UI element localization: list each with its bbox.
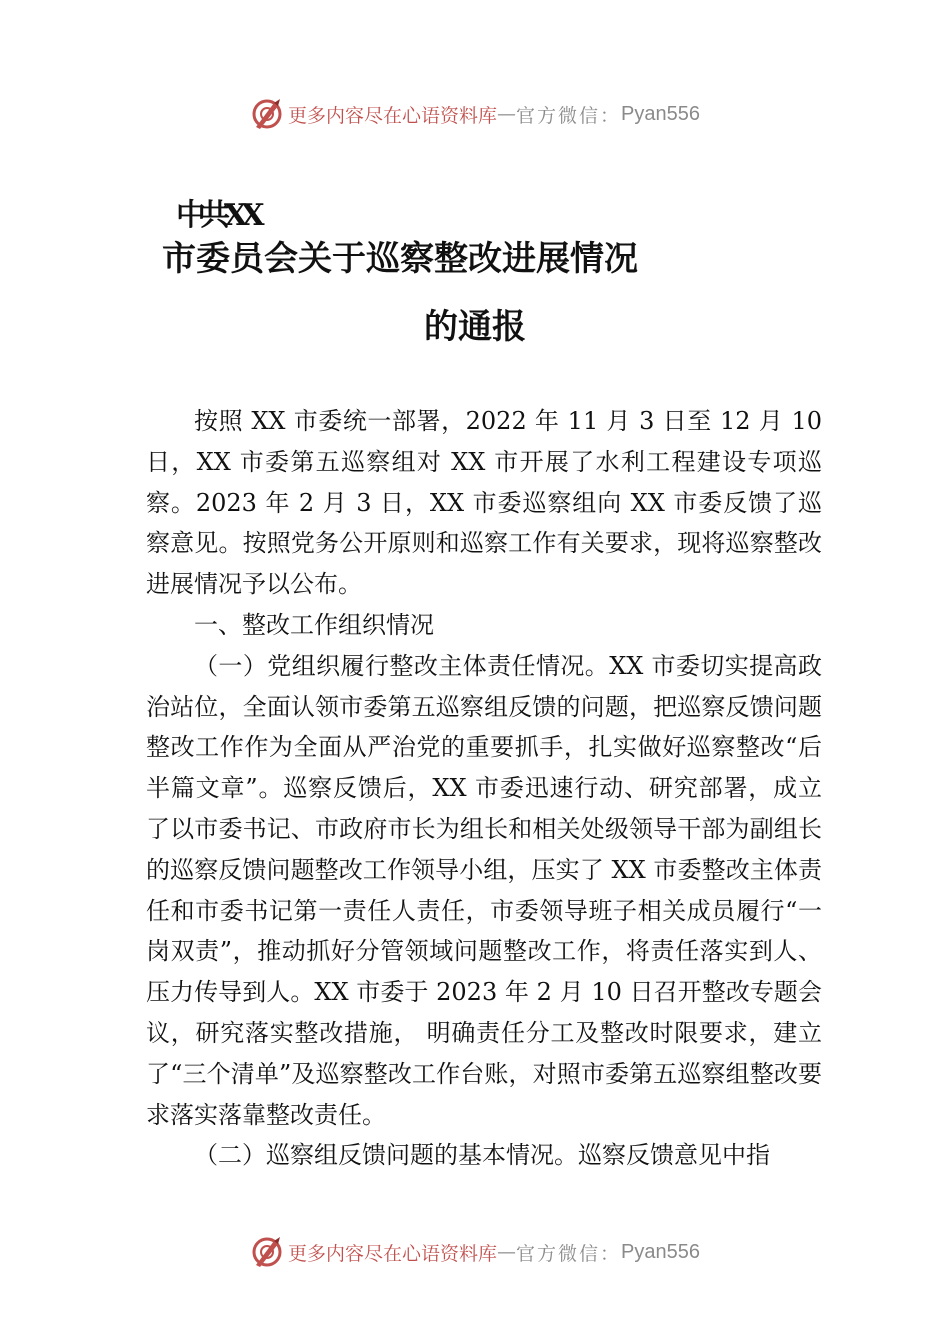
watermark-wechat-label: 官方微信：	[516, 104, 622, 127]
header-watermark	[0, 94, 950, 134]
watermark-wechat-label: 官方微信：	[516, 1242, 622, 1265]
watermark-separator: —	[497, 103, 517, 125]
watermark-wechat-id: Pyan556	[621, 1240, 700, 1263]
footer-watermark	[0, 1232, 950, 1272]
watermark-slogan: 更多内容尽在心语资料库	[288, 104, 498, 127]
section-heading-1: 一、整改工作组织情况	[194, 610, 434, 639]
title-prefix: 中共XX	[176, 198, 259, 233]
document-body	[146, 401, 822, 1176]
paragraph-intro: 按照 XX 市委统一部署，2022 年 11 月 3 日至 12 月 10 日，XX 市委第五巡察组对 XX 市开展了水利工程建设专项巡察。2023 年 2 月 3 日，XX 市委巡察组向 XX 市委反馈了巡察意见。按照党务公开原则和巡察工作有关要求，现将巡察整改进展情况予以公布。	[146, 407, 822, 599]
watermark-slogan: 更多内容尽在心语资料库	[288, 1242, 498, 1265]
title-line-2: 的通报	[424, 307, 526, 347]
title-line-1: 市委员会关于巡察整改进展情况	[162, 239, 638, 279]
quill-logo-icon	[250, 1235, 284, 1269]
paragraph-section-1-1: （一）党组织履行整改主体责任情况。XX 市委切实提高政治站位，全面认领市委第五巡察组反馈的问题，把巡察反馈问题整改工作作为全面从严治党的重要抓手，扎实做好巡察整改“后半篇文章”。巡察反馈后，XX 市委迅速行动、研究部署，成立了以市委书记、市政府市长为组长和相关处级领导干部为副组长的巡察反馈问题整改工作领导小组，压实了 XX 市委整改主体责任和市委书记第一责任人责任，市委领导班子相关成员履行“一岗双责”，推动抓好分管领域问题整改工作，将责任落实到人、压力传导到人。XX 市委于 2023 年 2 月 10 日召开整改专题会议，研究落实整改措施， 明确责任分工及整改时限要求，建立了“三个清单”及巡察整改工作台账，对照市委第五巡察组整改要求落实落靠整改责任。	[146, 651, 822, 1129]
quill-logo-icon	[250, 97, 284, 131]
watermark-wechat-id: Pyan556	[621, 102, 700, 125]
paragraph-section-1-2: （二）巡察组反馈问题的基本情况。巡察反馈意见中指	[194, 1141, 770, 1170]
watermark-separator: —	[497, 1241, 517, 1263]
